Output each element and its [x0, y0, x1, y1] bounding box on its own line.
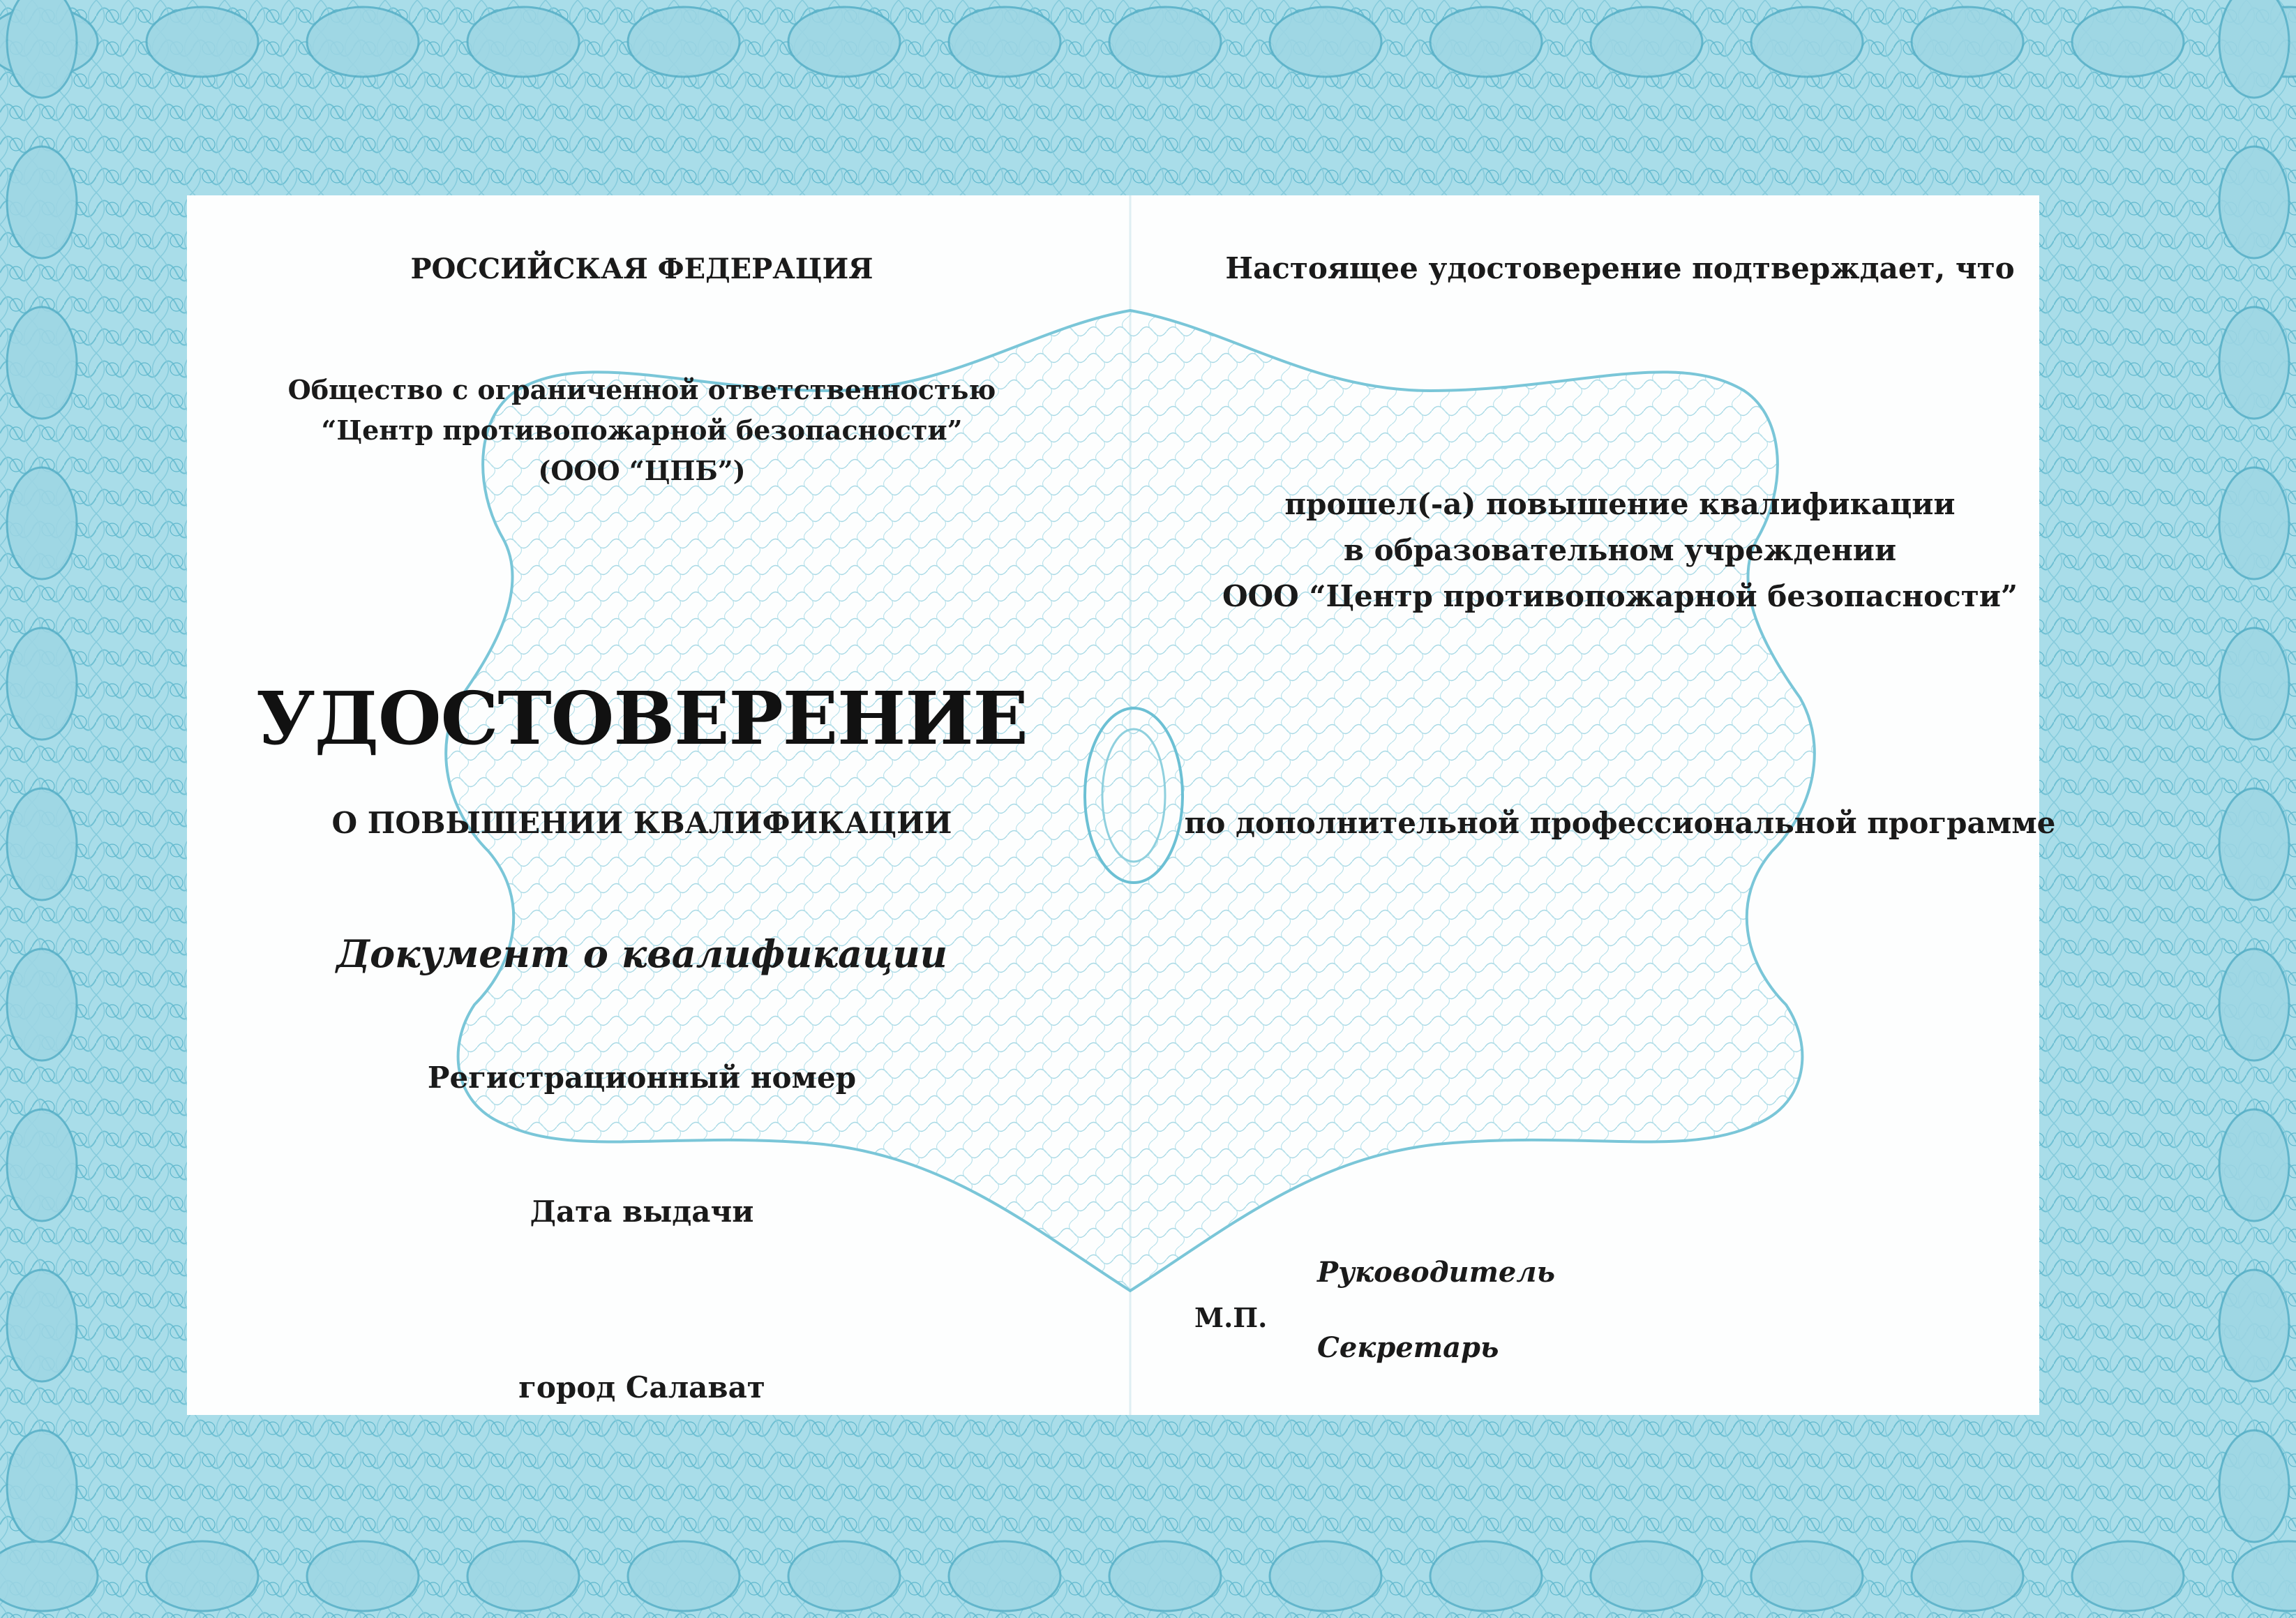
border-scallop — [2219, 1109, 2289, 1221]
border-scallop — [7, 628, 77, 740]
border-scallop — [949, 7, 1060, 77]
border-scallop — [7, 949, 77, 1061]
border-scallop — [7, 1270, 77, 1381]
border-scallop — [147, 1541, 258, 1611]
border-scallop — [628, 1541, 740, 1611]
registration-number-label: Регистрационный номер — [427, 1061, 857, 1095]
training-line-3: ООО “Центр противопожарной безопасности” — [1222, 579, 2018, 613]
border-scallop — [2219, 1270, 2289, 1381]
country-heading: РОССИЙСКАЯ ФЕДЕРАЦИЯ — [410, 253, 873, 285]
border-scallop — [1109, 1541, 1221, 1611]
border-scallop — [1430, 1541, 1542, 1611]
city-label: город Салават — [518, 1370, 765, 1404]
border-scallop — [2219, 788, 2289, 900]
border-scallop — [1591, 1541, 1702, 1611]
border-scallop — [2219, 1430, 2289, 1542]
organization-line-3: (ООО “ЦПБ”) — [538, 455, 746, 486]
border-scallop — [788, 1541, 900, 1611]
document-type: Документ о квалификации — [336, 931, 947, 976]
border-scallop — [7, 0, 77, 98]
border-scallop — [788, 7, 900, 77]
border-scallop — [949, 1541, 1060, 1611]
document-title: УДОСТОВЕРЕНИЕ — [256, 675, 1028, 761]
border-scallop — [7, 307, 77, 419]
border-scallop — [2072, 7, 2184, 77]
border-scallop — [1430, 7, 1542, 77]
director-label: Руководитель — [1317, 1256, 1556, 1289]
secretary-label: Секретарь — [1317, 1331, 1499, 1364]
border-scallop — [1270, 1541, 1381, 1611]
border-scallop — [2219, 307, 2289, 419]
border-scallop — [1751, 1541, 1863, 1611]
border-scallop — [1270, 7, 1381, 77]
border-scallop — [2072, 1541, 2184, 1611]
training-line-2: в образовательном учреждении — [1343, 533, 1897, 567]
issue-date-label: Дата выдачи — [530, 1194, 754, 1229]
border-scallop — [7, 467, 77, 579]
document-subtitle: О ПОВЫШЕНИИ КВАЛИФИКАЦИИ — [331, 806, 952, 840]
border-scallop — [307, 1541, 419, 1611]
border-scallop — [7, 1109, 77, 1221]
organization-line-2: “Центр противопожарной безопасности” — [321, 414, 963, 446]
border-scallop — [2219, 628, 2289, 740]
border-scallop — [147, 7, 258, 77]
program-label: по дополнительной профессиональной программе — [1184, 806, 2056, 840]
training-line-1: прошел(-а) повышение квалификации — [1284, 487, 1956, 521]
border-scallop — [2219, 147, 2289, 258]
border-scallop — [1912, 1541, 2023, 1611]
border-scallop — [467, 1541, 579, 1611]
border-scallop — [2219, 949, 2289, 1061]
border-scallop — [628, 7, 740, 77]
border-scallop — [0, 1541, 98, 1611]
border-scallop — [7, 788, 77, 900]
confirmation-text: Настоящее удостоверение подтверждает, что — [1225, 251, 2015, 285]
border-scallop — [1751, 7, 1863, 77]
border-scallop — [7, 1430, 77, 1542]
border-scallop — [1109, 7, 1221, 77]
border-scallop — [7, 147, 77, 258]
border-scallop — [467, 7, 579, 77]
border-scallop — [1591, 7, 1702, 77]
border-scallop — [2219, 467, 2289, 579]
border-scallop — [307, 7, 419, 77]
seal-label: М.П. — [1194, 1302, 1268, 1333]
training-statement — [1222, 481, 2018, 620]
organization-name — [288, 370, 996, 491]
border-scallop — [1912, 7, 2023, 77]
border-scallop — [2219, 0, 2289, 98]
organization-line-1: Общество с ограниченной ответственностью — [287, 374, 996, 405]
